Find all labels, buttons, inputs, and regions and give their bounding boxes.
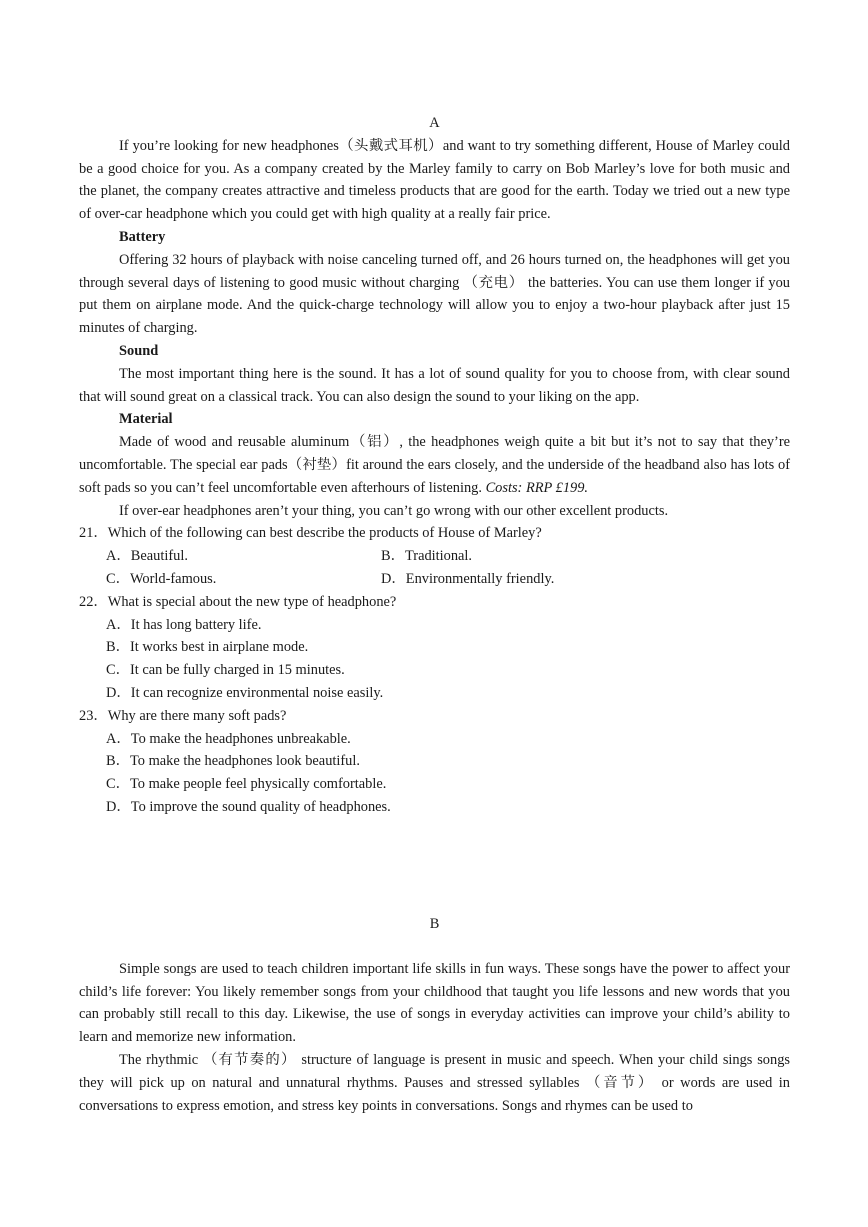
- passage-a-intro: If you’re looking for new headphones（头戴式耳机）and want to try something different, House of Marley could be a good choice for you. As a company created by the Marley family to carry on Bob Marley’s love for both music and the planet, the company creates attractive and timeless products that are good for the earth. Today we tried out a new type of over-car headphone which you could get with high quality at a really fair price.: [79, 137, 790, 223]
- question-22: [79, 591, 790, 705]
- option-b: B．To make the headphones look beautiful.: [106, 753, 360, 770]
- material-heading: Material: [119, 411, 173, 428]
- material-cost: Costs: RRP £199.: [485, 479, 589, 496]
- option-a: A．Beautiful.: [106, 548, 188, 565]
- option-b: B．It works best in airplane mode.: [106, 639, 309, 656]
- battery-paragraph: Offering 32 hours of playback with noise canceling turned off, and 26 hours turned on, the headphones will get you through several days of listening to good music without charging （充电） the batteries. You can use them longer if you put them on airplane mode. And the quick-charge technology will allow you to enjoy a two-hour playback after just 15 minutes of charging.: [79, 251, 790, 337]
- option-d: D．To improve the sound quality of headphones.: [106, 798, 391, 815]
- question-stem: 21．Which of the following can best describe the products of House of Marley?: [79, 525, 542, 542]
- material-text: Made of wood and reusable aluminum（铝）, the headphones weigh quite a bit but it’s not to say that they’re uncomfortable. The special ear pads（衬垫）fit around the ears closely, and the underside of the headband also has lots of soft pads so you can’t feel uncomfortable even afterhours of listening.: [79, 434, 790, 496]
- material-paragraph: [79, 431, 790, 499]
- question-stem: 23．Why are there many soft pads?: [79, 707, 287, 724]
- option-a: A．To make the headphones unbreakable.: [106, 730, 351, 747]
- sound-heading: Sound: [119, 342, 159, 359]
- option-a: A．It has long battery life.: [106, 616, 262, 633]
- option-c: C．To make people feel physically comfortable.: [106, 776, 387, 793]
- passage-b-paragraph-1: Simple songs are used to teach children important life skills in fun ways. These songs have the power to affect your child’s life forever: You likely remember songs from your childhood that taught you life lessons and new words that you can probably still recall to this day. Likewise, the use of songs in everyday activities can improve your child’s ability to learn and memorize new information.: [79, 960, 790, 1046]
- option-b: B．Traditional.: [381, 548, 473, 565]
- passage-b: [79, 913, 790, 1117]
- closing-paragraph: If over-ear headphones aren’t your thing, you can’t go wrong with our other excellent products.: [119, 502, 669, 519]
- option-c: C．World-famous.: [106, 570, 217, 587]
- question-23: [79, 705, 790, 819]
- battery-heading: Battery: [119, 228, 166, 245]
- sound-paragraph: The most important thing here is the sound. It has a lot of sound quality for you to choose from, with clear sound that will sound great on a classical track. You can also design the sound to your liking on the app.: [79, 365, 790, 405]
- question-stem: 22．What is special about the new type of headphone?: [79, 593, 397, 610]
- option-d: D．Environmentally friendly.: [381, 570, 555, 587]
- question-21: [79, 522, 790, 590]
- option-c: C．It can be fully charged in 15 minutes.: [106, 662, 345, 679]
- passage-b-heading: B: [429, 916, 440, 932]
- option-d: D．It can recognize environmental noise easily.: [106, 684, 384, 701]
- passage-a-heading: A: [429, 115, 440, 131]
- passage-b-paragraph-2: The rhythmic （有节奏的） structure of language is present in music and speech. When your child sings songs they will pick up on natural and unnatural rhythms. Pauses and stressed syllables （音节） or words are used in conversations to express emotion, and stress key points in conversations. Songs and rhymes can be used to: [79, 1051, 790, 1114]
- passage-a: [79, 112, 790, 819]
